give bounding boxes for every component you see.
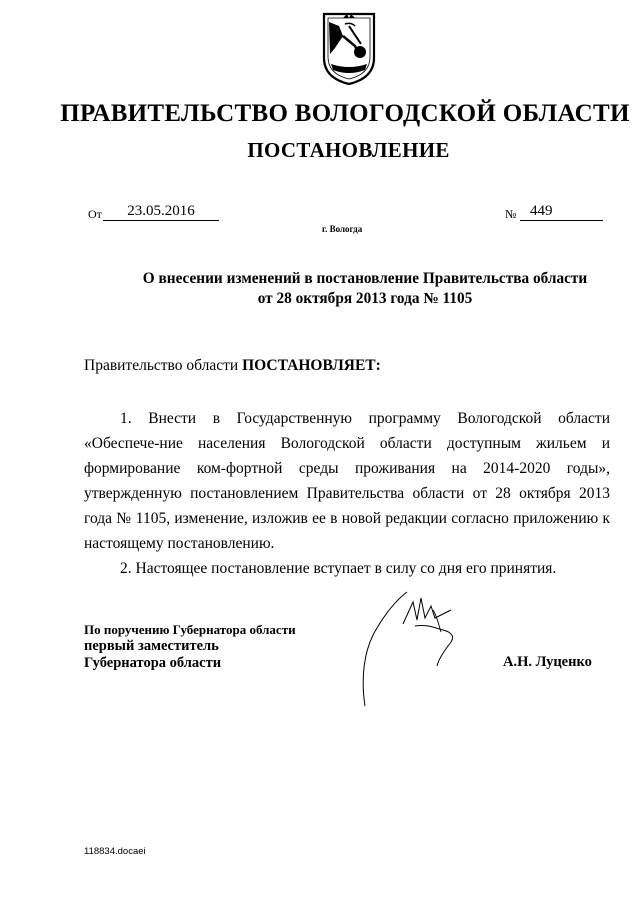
file-identifier: 118834.docaei <box>84 846 146 857</box>
coat-of-arms-emblem <box>321 12 377 86</box>
organization-title: ПРАВИТЕЛЬСТВО ВОЛОГОДСКОЙ ОБЛАСТИ <box>60 100 630 127</box>
paragraph-1: 1. Внести в Государственную программу Вологодской области «Обеспече-ние населения Вологодской области доступным жильем и формирование ком-фортной среды проживания на 2014-2020 годы», утвержденную постановлением Правительства области от 28 октября 2013 года № 1105, изменение, изложив ее в новой редакции согласно приложению к настоящему постановлению. <box>84 410 610 552</box>
handwritten-signature <box>355 580 470 708</box>
signature-authority-line: По поручению Губернатора области <box>84 622 296 637</box>
signatory-name: А.Н. Луценко <box>503 654 592 670</box>
city-label: г. Вологда <box>322 224 363 234</box>
subject-line-2: от 28 октября 2013 года № 1105 <box>257 290 473 307</box>
paragraph-2: 2. Настоящее постановление вступает в силу со дня его принятия. <box>120 560 557 577</box>
document-type-title: ПОСТАНОВЛЕНИЕ <box>247 138 450 162</box>
subject-line-1: О внесении изменений в постановление Правительства области <box>142 270 588 287</box>
signature-position-line: первый заместитель <box>84 638 219 654</box>
preamble <box>84 357 381 375</box>
document-date: 23.05.2016 <box>103 202 219 221</box>
document-number: 449 <box>520 202 603 221</box>
signature-position-line-2: Губернатора области <box>84 655 222 671</box>
number-prefix: № <box>505 207 517 221</box>
preamble-emphasis: ПОСТАНОВЛЯЕТ: <box>242 357 381 374</box>
document-body <box>84 406 610 581</box>
preamble-text: Правительство области <box>84 357 243 374</box>
date-prefix: От <box>88 207 102 221</box>
document-subject <box>90 269 640 309</box>
